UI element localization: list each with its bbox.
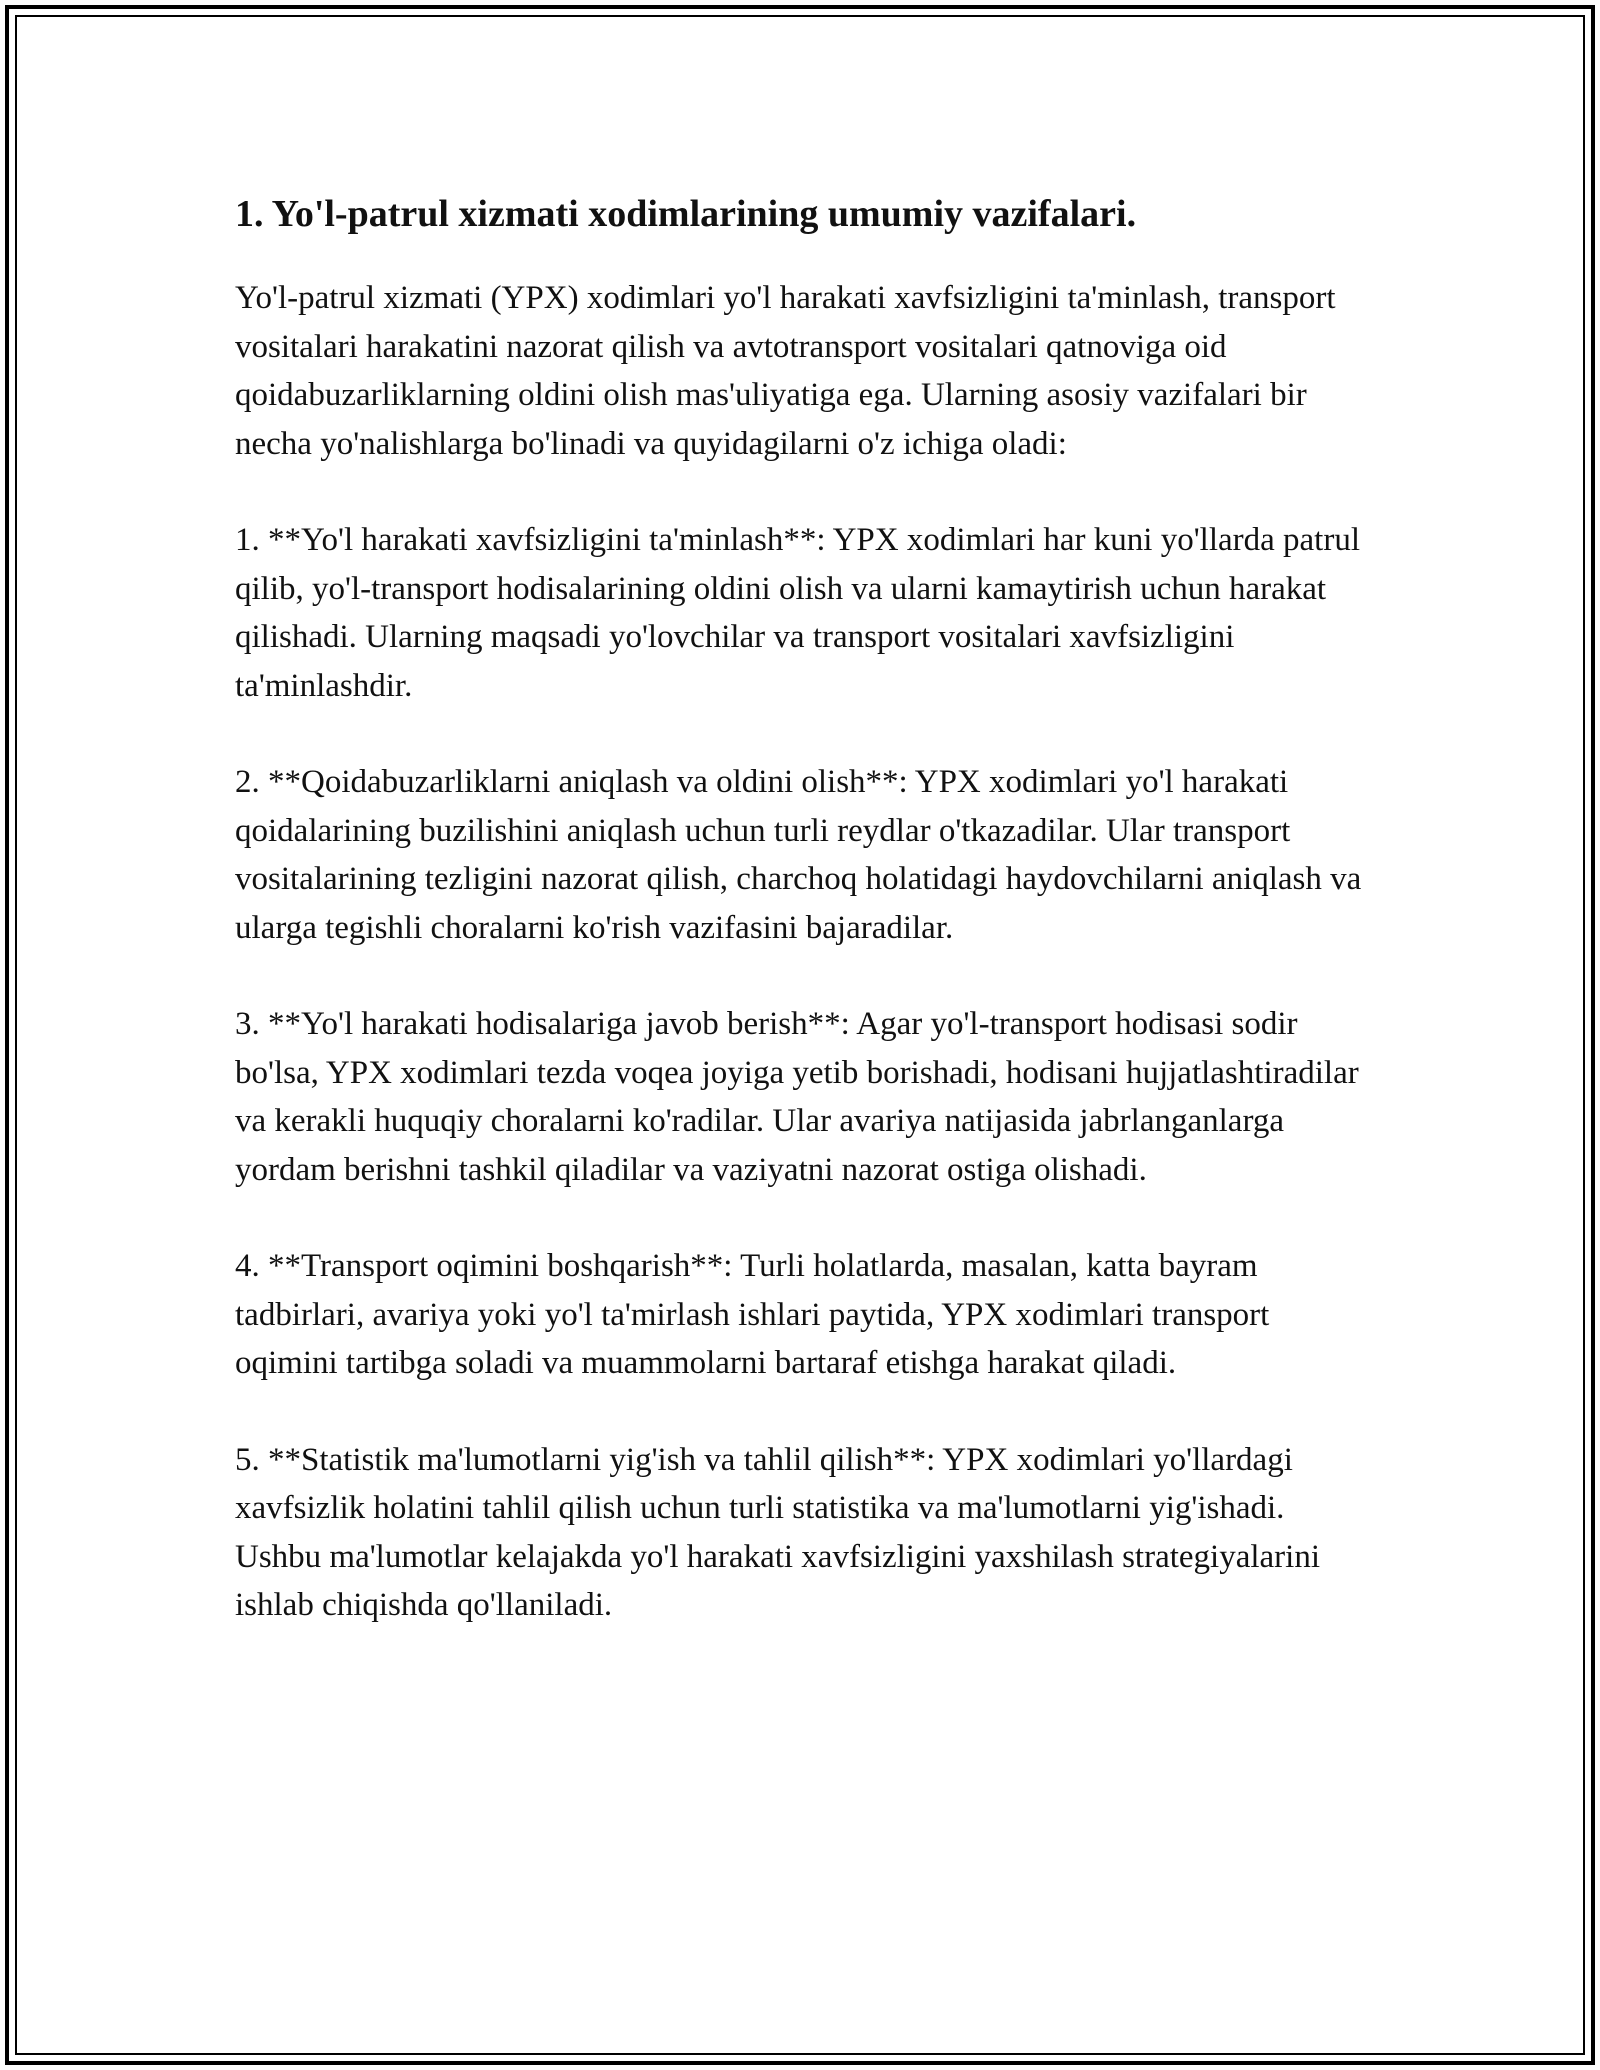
- list-item-1: 1. **Yo'l harakati xavfsizligini ta'minlash**: YPX xodimlari har kuni yo'llarda patrul qilib, yo'l-transport hodisalarining oldini olish va ularni kamaytirish uchun harakat qilishadi. Ularning maqsadi yo'lovchilar va transport vositalari xavfsizligini ta'minlashdir.: [235, 522, 1360, 704]
- intro-paragraph: Yo'l-patrul xizmati (YPX) xodimlari yo'l harakati xavfsizligini ta'minlash, transport vositalari harakatini nazorat qilish va avtotransport vositalari qatnoviga oid qoidabuzarliklarning oldini olish mas'uliyatiga ega. Ularning asosiy vazifalari bir necha yo'nalishlarga bo'linadi va quyidagilarni o'z ichiga oladi:: [235, 280, 1336, 462]
- list-item-5: 5. **Statistik ma'lumotlarni yig'ish va tahlil qilish**: YPX xodimlari yo'llardagi xavfsizlik holatini tahlil qilish uchun turli statistika va ma'lumotlarni yig'ishadi. Ushbu ma'lumotlar kelajakda yo'l harakati xavfsizligini yaxshilash strategiyalarini ishlab chiqishda qo'llaniladi.: [235, 1441, 1321, 1623]
- document-body: [235, 186, 1375, 1678]
- list-item-3: 3. **Yo'l harakati hodisalariga javob berish**: Agar yo'l-transport hodisasi sodir bo'lsa, YPX xodimlari tezda voqea joyiga yetib borishadi, hodisani hujjatlashtiradilar va kerakli huquqiy choralarni ko'radilar. Ular avariya natijasida jabrlanganlarga yordam berishni tashkil qiladilar va vaziyatni nazorat ostiga olishadi.: [235, 1006, 1359, 1188]
- document-title: 1. Yo'l-patrul xizmati xodimlarining umumiy vazifalari.: [235, 193, 1137, 235]
- list-item-4: 4. **Transport oqimini boshqarish**: Turli holatlarda, masalan, katta bayram tadbirlari, avariya yoki yo'l ta'mirlash ishlari paytida, YPX xodimlari transport oqimini tartibga soladi va muammolarni bartaraf etishga harakat qiladi.: [235, 1248, 1270, 1381]
- list-item-2: 2. **Qoidabuzarliklarni aniqlash va oldini olish**: YPX xodimlari yo'l harakati qoidalarining buzilishini aniqlash uchun turli reydlar o'tkazadilar. Ular transport vositalarining tezligini nazorat qilish, charchoq holatidagi haydovchilarni aniqlash va ularga tegishli choralarni ko'rish vazifasini bajaradilar.: [235, 764, 1362, 946]
